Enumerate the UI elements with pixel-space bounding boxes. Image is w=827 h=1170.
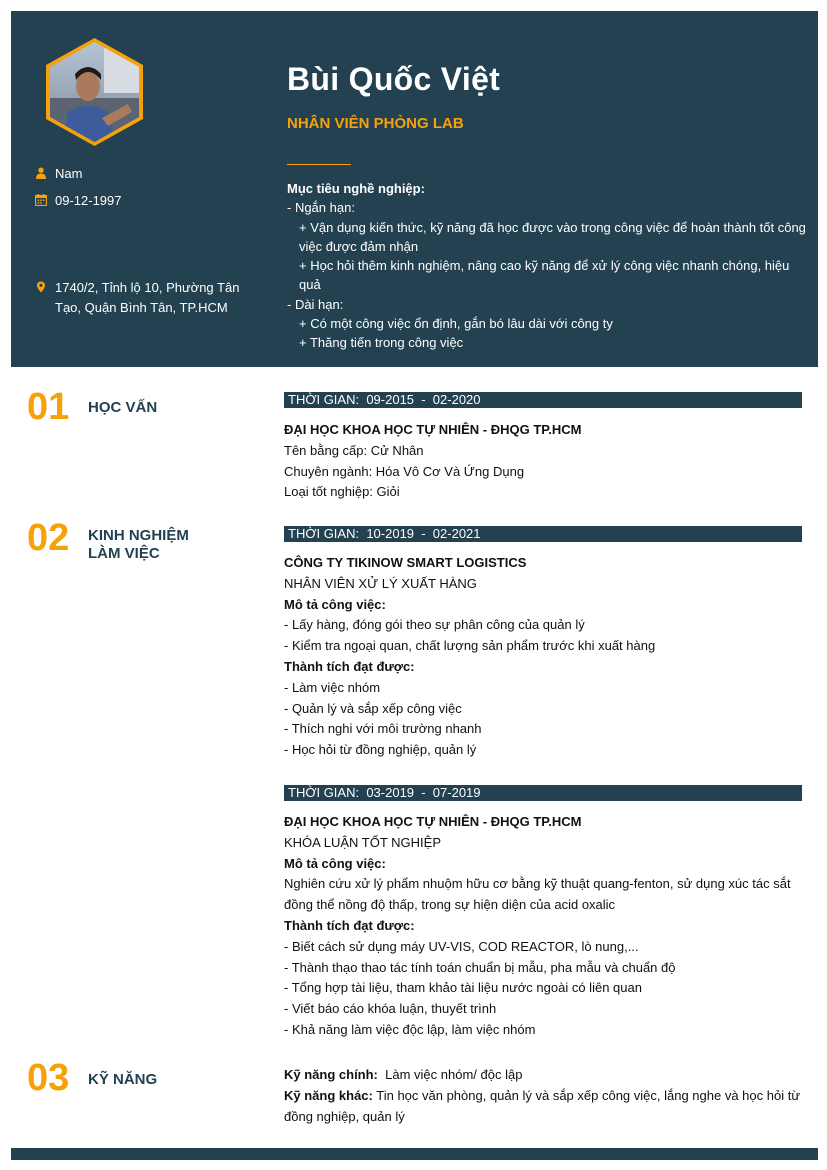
objective-heading: Mục tiêu nghề nghiệp: (287, 181, 425, 196)
header-panel (11, 11, 818, 367)
education-school: ĐẠI HỌC KHOA HỌC TỰ NHIÊN - ĐHQG TP.HCM (284, 422, 582, 437)
skills-other-row (284, 1086, 804, 1128)
experience-desc-heading: Mô tả công việc: (284, 855, 386, 871)
education-line: Loại tốt nghiệp: Giỏi (284, 484, 400, 500)
skills-main-value: Làm việc nhóm/ độc lập (385, 1067, 523, 1082)
experience-ach-line: - Thích nghi với môi trường nhanh (284, 721, 482, 737)
education-line: Chuyên ngành: Hóa Vô Cơ Và Ứng Dụng (284, 463, 525, 479)
gender-text: Nam (55, 166, 83, 181)
objective-line: + Học hỏi thêm kinh nghiệm, nâng cao kỹ năng để xử lý công việc nhanh chóng, hiệu quả (299, 258, 790, 293)
objective-line: + Thăng tiến trong công việc (299, 335, 464, 351)
job-title: NHÂN VIÊN PHÒNG LAB (287, 115, 464, 132)
experience-ach-line: - Tổng hợp tài liệu, tham khảo tài liệu nước ngoài có liên quan (284, 980, 642, 996)
section-number-experience: 02 (27, 517, 70, 559)
skills-main-row (284, 1065, 804, 1086)
objective-line: - Ngắn hạn: (287, 200, 355, 216)
objective-line: + Vận dụng kiến thức, kỹ năng đã học được vào trong công việc để hoàn thành tốt công việc được đảm nhận (299, 219, 806, 254)
section-title-line: KINH NGHIỆM (88, 527, 189, 544)
experience-ach-heading: Thành tích đạt được: (284, 658, 415, 674)
career-objective (287, 179, 807, 353)
experience-desc-line: - Lấy hàng, đóng gói theo sự phân công của quản lý (284, 617, 585, 633)
experience-company: ĐẠI HỌC KHOA HỌC TỰ NHIÊN - ĐHQG TP.HCM (284, 814, 582, 829)
section-title-experience (88, 527, 189, 563)
experience-2-time-bar: THỜI GIAN: 03-2019 - 07-2019 (284, 785, 802, 801)
skills-other-label: Kỹ năng khác: (284, 1087, 373, 1103)
footer-bar (11, 1148, 818, 1160)
section-title-education (88, 399, 157, 417)
experience-ach-line: - Làm việc nhóm (284, 679, 381, 695)
education-time-bar: THỜI GIAN: 09-2015 - 02-2020 (284, 392, 802, 408)
experience-1-details (284, 553, 804, 761)
avatar-photo (44, 38, 145, 146)
experience-position: NHÂN VIÊN XỬ LÝ XUẤT HÀNG (284, 575, 477, 591)
skills-other-value: Tin học văn phòng, quản lý và sắp xếp công việc, lắng nghe và học hỏi từ đồng nghiệp, quản lý (284, 1087, 801, 1124)
title-divider (287, 164, 351, 165)
experience-desc-heading: Mô tả công việc: (284, 596, 386, 612)
section-title-line: KỸ NĂNG (88, 1071, 158, 1088)
section-title-line: HỌC VẤN (88, 399, 158, 416)
section-title-line: LÀM VIỆC (88, 545, 160, 562)
experience-2-details (284, 812, 804, 1041)
skills-main-label: Kỹ năng chính: (284, 1067, 378, 1082)
experience-ach-line: - Học hỏi từ đồng nghiệp, quản lý (284, 742, 477, 758)
experience-ach-line: - Viết báo cáo khóa luận, thuyết trình (284, 1001, 497, 1017)
section-number-education: 01 (27, 386, 70, 428)
candidate-name: Bùi Quốc Việt (287, 61, 501, 97)
calendar-icon (35, 194, 47, 206)
experience-ach-line: - Khả năng làm việc độc lập, làm việc nhóm (284, 1021, 536, 1037)
user-icon (35, 167, 47, 179)
experience-position: KHÓA LUẬN TỐT NGHIỆP (284, 834, 442, 850)
experience-ach-line: - Quản lý và sắp xếp công việc (284, 700, 462, 716)
experience-company: CÔNG TY TIKINOW SMART LOGISTICS (284, 555, 527, 570)
education-line: Tên bằng cấp: Cử Nhân (284, 442, 424, 458)
experience-desc-line: - Kiểm tra ngoại quan, chất lượng sản phẩm trước khi xuất hàng (284, 638, 656, 654)
address-text: 1740/2, Tỉnh lộ 10, Phường Tân Tạo, Quận Bình Tân, TP.HCM (55, 280, 240, 315)
experience-ach-heading: Thành tích đạt được: (284, 917, 415, 933)
skills-details (284, 1065, 804, 1127)
experience-ach-line: - Thành thạo thao tác tính toán chuẩn bị mẫu, pha mẫu và chuẩn độ (284, 959, 676, 975)
education-details (284, 420, 804, 503)
location-pin-icon (35, 281, 47, 293)
experience-1-time-bar: THỜI GIAN: 10-2019 - 02-2021 (284, 526, 802, 542)
avatar (44, 38, 145, 146)
objective-line: - Dài hạn: (287, 296, 344, 312)
objective-line: + Có một công việc ổn định, gắn bó lâu dài với công ty (299, 316, 613, 332)
section-number-skills: 03 (27, 1057, 70, 1099)
section-title-skills (88, 1071, 157, 1089)
experience-desc-line: Nghiên cứu xử lý phẩm nhuộm hữu cơ bằng kỹ thuật quang-fenton, sử dụng xúc tác sắt đồng thể nồng độ thấp, trong sự hiện diện của acid oxalic (284, 876, 791, 913)
experience-ach-line: - Biết cách sử dụng máy UV-VIS, COD REACTOR, lò nung,... (284, 938, 639, 954)
birthdate-text: 09-12-1997 (55, 193, 122, 208)
